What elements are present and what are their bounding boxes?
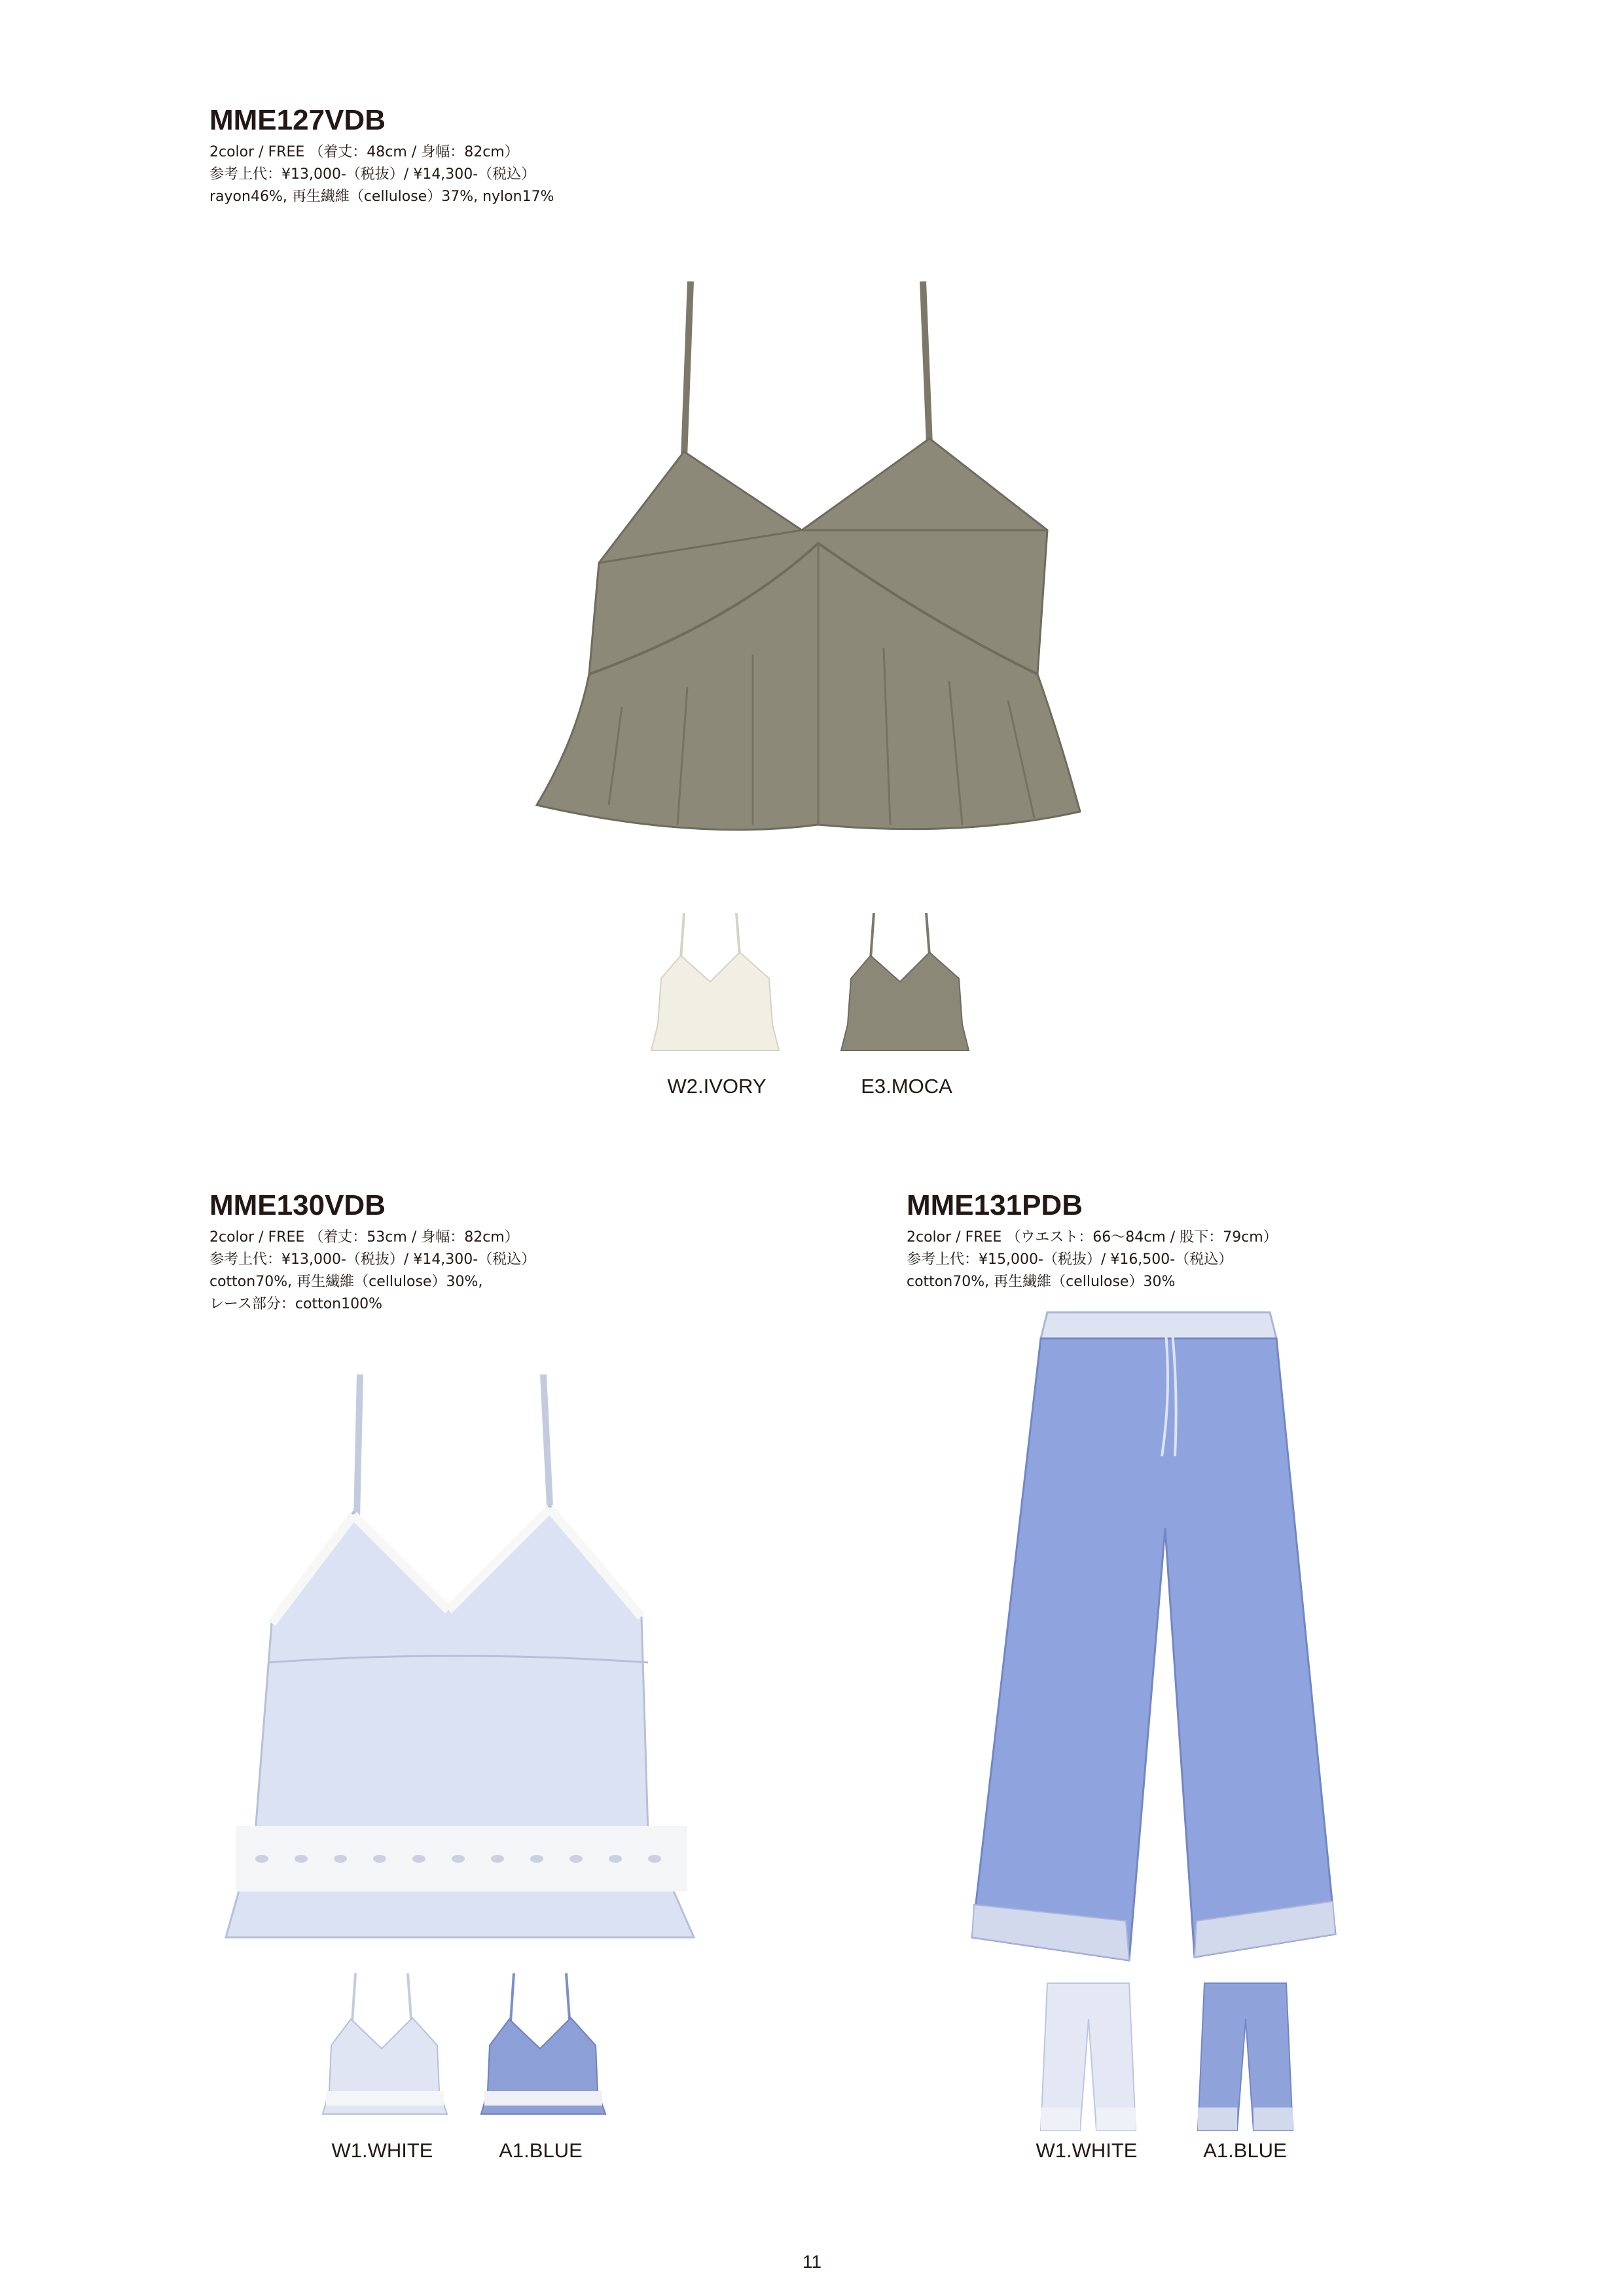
cami-white-main-image [223, 1374, 694, 1944]
spec-size: 2color / FREE （着丈：48cm / 身幅：82cm） [209, 144, 519, 161]
cami-blue-swatch [478, 1973, 609, 2117]
cami-ivory-swatch [648, 913, 785, 1054]
spec-lace: レース部分：cotton100% [209, 1296, 383, 1313]
spec-material: cotton70%, 再生繊維（cellulose）30% [907, 1274, 1176, 1291]
cami-moca-swatch [838, 913, 975, 1054]
pants-blue-main-image [969, 1312, 1348, 1967]
cami-white-swatch [319, 1973, 450, 2117]
spec-price: 参考上代：¥15,000-（税抜）/ ¥16,500-（税込） [907, 1251, 1233, 1268]
product-mme130vdb-header [209, 1190, 535, 1316]
cami-moca-main-image [537, 281, 1100, 870]
product-code: MME127VDB [209, 104, 386, 136]
spec-price: 参考上代：¥13,000-（税抜）/ ¥14,300-（税込） [209, 166, 536, 183]
spec-size: 2color / FREE （ウエスト：66〜84cm / 股下：79cm） [907, 1229, 1278, 1246]
swatch-label-blue: A1.BLUE [499, 2139, 583, 2162]
product-code: MME130VDB [209, 1189, 386, 1221]
spec-price: 参考上代：¥13,000-（税抜）/ ¥14,300-（税込） [209, 1251, 536, 1268]
spec-size: 2color / FREE （着丈：53cm / 身幅：82cm） [209, 1229, 519, 1246]
pants-blue-swatch [1195, 1983, 1296, 2134]
product-mme131pdb-header [907, 1190, 1278, 1293]
spec-material: rayon46%, 再生繊維（cellulose）37%, nylon17% [209, 188, 554, 206]
swatch-label-white: W1.WHITE [331, 2139, 433, 2162]
swatch-label-ivory: W2.IVORY [667, 1075, 767, 1098]
product-code: MME131PDB [907, 1189, 1083, 1221]
product-mme127vdb-header [209, 105, 554, 208]
swatch-label-blue: A1.BLUE [1203, 2139, 1287, 2162]
spec-material: cotton70%, 再生繊維（cellulose）30%, [209, 1274, 483, 1291]
pants-white-swatch [1038, 1983, 1139, 2134]
page-number: 11 [802, 2251, 822, 2272]
swatch-label-white: W1.WHITE [1036, 2139, 1138, 2162]
swatch-label-moca: E3.MOCA [861, 1075, 952, 1098]
